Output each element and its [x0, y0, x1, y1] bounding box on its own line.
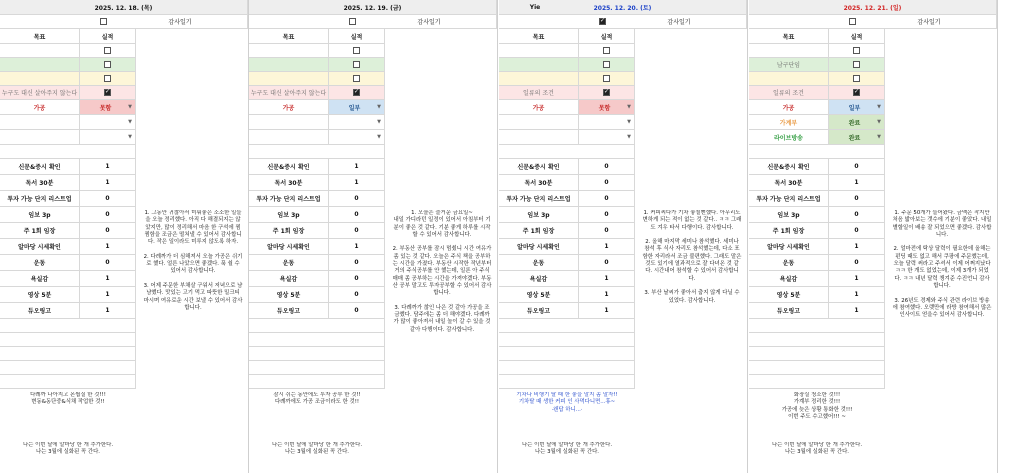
empty-row: [499, 375, 635, 389]
dropdown-select[interactable]: [829, 115, 885, 130]
date-text: 2025. 12. 20. (토): [593, 4, 652, 12]
habit-value[interactable]: 1: [329, 239, 385, 255]
habit-name: 주 1회 임장: [249, 223, 329, 239]
dropdown-value: 못함: [598, 104, 611, 112]
header-checkbox-cell[interactable]: [100, 18, 107, 27]
dropdown-value: 일부: [348, 104, 361, 112]
goal-checkbox[interactable]: [603, 89, 610, 96]
chevron-down-icon: ▼: [128, 134, 132, 140]
result-header: 실적: [329, 29, 385, 44]
header-checkbox[interactable]: [849, 18, 856, 25]
habit-name: 투자 가능 단지 리스트업: [0, 191, 80, 207]
habit-value[interactable]: 1: [80, 303, 136, 319]
habit-name: 듀오링고: [0, 303, 80, 319]
dropdown-select[interactable]: [829, 130, 885, 145]
goal-row-label: [0, 72, 80, 86]
goal-check-cell[interactable]: [579, 72, 635, 86]
habit-value[interactable]: 1: [80, 271, 136, 287]
goal-checkbox[interactable]: [353, 61, 360, 68]
habit-value[interactable]: 1: [80, 175, 136, 191]
habit-name: 독서 30분: [749, 175, 829, 191]
dropdown-select[interactable]: [579, 115, 635, 130]
result-header: 실적: [829, 29, 885, 44]
habit-name: 투자 가능 단지 리스트업: [749, 191, 829, 207]
goal-row-label: [499, 44, 579, 58]
chevron-down-icon: ▼: [377, 104, 381, 110]
dropdown-value: 완료: [848, 119, 861, 127]
habit-name: 임보 3p: [499, 207, 579, 223]
habit-name: 신문&증시 확인: [249, 159, 329, 175]
habit-value[interactable]: 0: [579, 159, 635, 175]
chevron-down-icon: ▼: [627, 119, 631, 125]
day-column: [749, 0, 998, 473]
diary-title: 감사일기: [417, 19, 441, 26]
goal-row-label: [0, 44, 80, 58]
goal-checkbox[interactable]: [603, 61, 610, 68]
chevron-down-icon: ▼: [128, 119, 132, 125]
habit-value[interactable]: 0: [80, 207, 136, 223]
goal-row-label: 일류의 조건: [499, 86, 579, 100]
habit-name: 투자 가능 단지 리스트업: [499, 191, 579, 207]
dropdown-label: [499, 115, 579, 130]
habit-name: 임보 3p: [749, 207, 829, 223]
affirmation-footer: 나는 이번 달에 알마당 한 개 추가한다. 나는 3월에 실화된 꼭 간다.: [771, 442, 863, 456]
goal-row-label: [0, 58, 80, 72]
empty-row: [249, 319, 385, 333]
day-column: [499, 0, 748, 473]
goal-row-label: [749, 44, 829, 58]
goal-row-label: [749, 72, 829, 86]
dropdown-label: 가계부: [749, 115, 829, 130]
habit-name: 운동: [249, 255, 329, 271]
goal-row-label: 누구도 대신 살아주지 않는다: [249, 86, 329, 100]
dropdown-select[interactable]: [579, 100, 635, 115]
habit-name: 주 1회 임장: [499, 223, 579, 239]
goal-check-cell[interactable]: [829, 72, 885, 86]
diary-title-row: [499, 15, 747, 29]
goal-check-cell[interactable]: [80, 72, 136, 86]
dropdown-label: 가공: [749, 100, 829, 115]
habit-value[interactable]: 0: [329, 271, 385, 287]
goal-checkbox[interactable]: [853, 47, 860, 54]
date-header: [749, 0, 997, 15]
chevron-down-icon: ▼: [377, 119, 381, 125]
chevron-down-icon: ▼: [627, 104, 631, 110]
habit-name: 영상 5분: [499, 287, 579, 303]
habit-name: 운동: [749, 255, 829, 271]
chevron-down-icon: ▼: [877, 119, 881, 125]
habit-value[interactable]: 1: [829, 239, 885, 255]
goal-checkbox[interactable]: [353, 89, 360, 96]
goal-checkbox[interactable]: [353, 47, 360, 54]
habit-value[interactable]: 0: [829, 159, 885, 175]
empty-row: [749, 319, 885, 333]
empty-row: [749, 375, 885, 389]
dropdown-select[interactable]: [80, 100, 136, 115]
habit-name: 임보 3p: [0, 207, 80, 223]
habit-name: 운동: [0, 255, 80, 271]
goal-checkbox[interactable]: [104, 89, 111, 96]
empty-row: [499, 347, 635, 361]
header-checkbox-cell[interactable]: [349, 18, 356, 27]
goal-check-cell[interactable]: [579, 58, 635, 72]
goal-check-cell[interactable]: [80, 58, 136, 72]
dropdown-select[interactable]: [579, 130, 635, 145]
habit-name: 주 1회 임장: [749, 223, 829, 239]
habit-value[interactable]: 0: [329, 191, 385, 207]
habit-value[interactable]: 0: [829, 207, 885, 223]
habit-name: 듀오링고: [499, 303, 579, 319]
goal-row-label: 누구도 대신 살아주지 않는다: [0, 86, 80, 100]
goal-check-cell[interactable]: [329, 86, 385, 100]
habit-name: 알마당 시세확인: [249, 239, 329, 255]
goal-check-cell[interactable]: [829, 44, 885, 58]
empty-row: [499, 145, 635, 159]
date-text: 2025. 12. 19. (금): [343, 4, 402, 12]
empty-row: [0, 347, 136, 361]
dropdown-label: 라이브방송: [749, 130, 829, 145]
goal-check-cell[interactable]: [80, 86, 136, 100]
habit-value[interactable]: 1: [829, 303, 885, 319]
goal-check-cell[interactable]: [329, 58, 385, 72]
empty-row: [249, 333, 385, 347]
goal-check-cell[interactable]: [579, 44, 635, 58]
goal-check-cell[interactable]: [579, 86, 635, 100]
habit-value[interactable]: 1: [829, 271, 885, 287]
empty-row: [249, 145, 385, 159]
empty-row: [749, 361, 885, 375]
habit-name: 독서 30분: [0, 175, 80, 191]
date-label-cell: [749, 0, 821, 15]
habit-value[interactable]: 0: [579, 191, 635, 207]
dropdown-select[interactable]: [329, 115, 385, 130]
goal-checkbox[interactable]: [853, 89, 860, 96]
empty-row: [749, 145, 885, 159]
achievement-memo: 화장실 청소한 것!!! 가계부 정리한 것!!! 가공에 늦은 상황 통화한 것!!! 이번 주도 수고했어!!! ~: [781, 392, 853, 420]
chevron-down-icon: ▼: [877, 134, 881, 140]
habit-value[interactable]: 0: [829, 223, 885, 239]
habit-name: 영상 5분: [749, 287, 829, 303]
diary-title: 감사일기: [667, 19, 691, 26]
date-text: 2025. 12. 21. (일): [843, 4, 902, 12]
habit-name: 신문&증시 확인: [749, 159, 829, 175]
habit-name: 투자 가능 단지 리스트업: [249, 191, 329, 207]
diary-memo: 1. 커피씨다가 기차 놓칠뻔했다. 아무리도 변하게 되는 적이 없는 것 같다.. ㅋㅋ 그래도 겨우 타서 다행이다. 감사합니다. 2. 올해 마지막 세미나 참석했다. 세미나 참석 후 식사 자리도 참석했는데, 다소 포함한 자리라서 조금 불편했다. 그래도 맡은 것도 있기에 열과적으로 잘 다녀온 것 같다. 시간내어 참석할 수 있어서 감사합니다. 3. 부산 날씨가 좋아서 춥지 않게 다닐 수 있었다. 감사합니다.: [642, 210, 742, 304]
goal-header: 목표: [499, 29, 579, 44]
habit-value[interactable]: 1: [579, 303, 635, 319]
date-header: [499, 0, 747, 15]
goal-checkbox[interactable]: [104, 75, 111, 82]
achievement-memo: 기차나 비행기 탈 때 한 놓을 말지 좀 말자!! 기차탈 때 생한 커피 인 사먹다니면...휴~ ·왠답 하니...·: [516, 392, 618, 413]
habit-name: 욕실감: [249, 271, 329, 287]
habit-value[interactable]: 1: [579, 287, 635, 303]
empty-row: [0, 375, 136, 389]
habit-value[interactable]: 0: [329, 207, 385, 223]
goal-check-cell[interactable]: [829, 58, 885, 72]
habit-name: 알마당 시세확인: [0, 239, 80, 255]
habit-name: 욕실감: [499, 271, 579, 287]
habit-name: 신문&증시 확인: [499, 159, 579, 175]
habit-name: 알마당 시세확인: [499, 239, 579, 255]
dropdown-label: [499, 130, 579, 145]
habit-value[interactable]: 0: [579, 255, 635, 271]
date-label-cell: Yie: [529, 4, 541, 11]
habit-value[interactable]: 0: [329, 223, 385, 239]
habit-value[interactable]: 1: [829, 175, 885, 191]
goal-row-label: [249, 44, 329, 58]
result-header: 실적: [579, 29, 635, 44]
chevron-down-icon: ▼: [128, 104, 132, 110]
habit-value[interactable]: 0: [329, 303, 385, 319]
diary-memo: 1. 주문 50개가 들어왔다. 금액은 작지만 처음 밟아보는 갯수에 기분이 좋았다. 내일 별할일이 배송 잘 되었으면 좋겠다. 감사합니다. 2. 얼마전에 탁상 달력이 필요한데 올해는 펀딩 때도 없고 해서 쿠팡에 주문했는데, 오늘 달력 써라고 주셔서 이제 어쩌지났다ㅋㅋ 한 개도 없었는데, 이제 3개가 되었다. ㅋㅋ 내년 달력 챙겨준 수진언니 감사합니다. 3. 26년도 경제와 주식 관련 라이브 방송에 참여했다. 오랫만에 라방 참여해서 많은 인사이트 얻을수 있어서 감사합니다.: [892, 210, 992, 319]
dropdown-select[interactable]: [80, 115, 136, 130]
goal-check-cell[interactable]: [329, 72, 385, 86]
dropdown-value: 완료: [848, 134, 861, 142]
goal-row-label: [499, 72, 579, 86]
chevron-down-icon: ▼: [377, 134, 381, 140]
habit-value[interactable]: 0: [829, 255, 885, 271]
habit-name: 영상 5분: [249, 287, 329, 303]
habit-value[interactable]: 0: [579, 175, 635, 191]
dropdown-select[interactable]: [329, 130, 385, 145]
habit-value[interactable]: 1: [579, 271, 635, 287]
dropdown-select[interactable]: [329, 100, 385, 115]
header-checkbox[interactable]: [349, 18, 356, 25]
goal-check-cell[interactable]: [329, 44, 385, 58]
goal-row-label: [499, 58, 579, 72]
habit-name: 임보 3p: [249, 207, 329, 223]
empty-row: [249, 347, 385, 361]
dropdown-value: 일부: [848, 104, 861, 112]
dropdown-label: 가공: [499, 100, 579, 115]
goal-row-label: [249, 58, 329, 72]
habit-value[interactable]: 0: [579, 223, 635, 239]
empty-row: [0, 145, 136, 159]
result-header: 실적: [80, 29, 136, 44]
empty-row: [249, 361, 385, 375]
diary-title-row: [249, 15, 497, 29]
dropdown-label: 가공: [249, 100, 329, 115]
date-label-cell: [0, 0, 72, 15]
empty-row: [0, 319, 136, 333]
header-checkbox[interactable]: [599, 18, 606, 25]
goal-row-label: 남구단임: [749, 58, 829, 72]
goal-header: 목표: [0, 29, 80, 44]
habit-value[interactable]: 0: [80, 255, 136, 271]
dropdown-label: 가공: [0, 100, 80, 115]
header-checkbox-cell[interactable]: [599, 18, 606, 27]
day-column: [249, 0, 498, 473]
habit-name: 듀오링고: [749, 303, 829, 319]
habit-value[interactable]: 1: [329, 175, 385, 191]
empty-row: [0, 333, 136, 347]
goal-row-label: [249, 72, 329, 86]
header-checkbox[interactable]: [100, 18, 107, 25]
habit-name: 알마당 시세확인: [749, 239, 829, 255]
goal-header: 목표: [749, 29, 829, 44]
empty-row: [0, 361, 136, 375]
dropdown-value: 못함: [99, 104, 112, 112]
achievement-memo: 잠시 쉬는 동안에도 투자 공부 한 것!! 다례까에도 가공 조금이라도 한 것!!: [273, 392, 361, 406]
habit-value[interactable]: 0: [579, 207, 635, 223]
dropdown-label: [249, 115, 329, 130]
chevron-down-icon: ▼: [627, 134, 631, 140]
dropdown-label: [249, 130, 329, 145]
header-checkbox-cell[interactable]: [849, 18, 856, 27]
habit-name: 운동: [499, 255, 579, 271]
diary-title: 감사일기: [168, 19, 192, 26]
habit-value[interactable]: 1: [329, 159, 385, 175]
empty-row: [499, 333, 635, 347]
date-label-cell: [249, 0, 321, 15]
habit-value[interactable]: 1: [829, 287, 885, 303]
achievement-memo: 다례까 나아지고 몬뭡질 한 것!!! 변동&동단중&식채 작업한 것!!: [30, 392, 106, 406]
habit-value[interactable]: 0: [80, 191, 136, 207]
habit-name: 신문&증시 확인: [0, 159, 80, 175]
habit-value[interactable]: 0: [329, 255, 385, 271]
habit-name: 욕실감: [749, 271, 829, 287]
diary-title-row: [0, 15, 248, 29]
affirmation-footer: 나는 이번 달에 알마당 한 개 추가한다. 나는 3월에 실화된 꼭 간다.: [22, 442, 114, 456]
goal-checkbox[interactable]: [603, 75, 610, 82]
day-column: [0, 0, 249, 473]
goal-header: 목표: [249, 29, 329, 44]
goal-checkbox[interactable]: [853, 75, 860, 82]
goal-row-label: 일류의 조건: [749, 86, 829, 100]
goal-checkbox[interactable]: [853, 61, 860, 68]
chevron-down-icon: ▼: [877, 104, 881, 110]
affirmation-footer: 나는 이번 달에 알마당 한 개 추가한다. 나는 3월에 실화된 꼭 간다.: [521, 442, 613, 456]
goal-checkbox[interactable]: [603, 47, 610, 54]
empty-row: [499, 319, 635, 333]
date-header: [249, 0, 497, 15]
empty-row: [499, 361, 635, 375]
dropdown-select[interactable]: [829, 100, 885, 115]
habit-value[interactable]: 0: [80, 223, 136, 239]
habit-value[interactable]: 1: [579, 239, 635, 255]
diary-memo: 1. 그동안 귀찮아서 미뤄놓은 소소한 일들을 오늘 정리했다. 아직 다 해결되지는 않았지만, 많이 정리해서 마음 한 구석에 찜찜함을 조금은 떨쳐낼 수 있어서 감사합니다. 작은 일이라도 미루지 않도록 하자. 2. 다례까가 더 심해져서 오늘 가공은 쉬기로 했다. 얼른 나았으면 좋겠다. 푹 쉴 수 있어서 감사합니다. 3. 어제 주문한 부채살 구워서 저녁으로 냠냠했다. 맛있는 고기 먹고 따뜻한 밀크티 마시며 여유로운 시간 보낼 수 있어서 감사합니다.: [143, 210, 243, 311]
habit-value[interactable]: 0: [329, 287, 385, 303]
dropdown-label: [0, 115, 80, 130]
goal-check-cell[interactable]: [829, 86, 885, 100]
dropdown-select[interactable]: [80, 130, 136, 145]
empty-row: [249, 375, 385, 389]
habit-value[interactable]: 1: [80, 159, 136, 175]
goal-check-cell[interactable]: [80, 44, 136, 58]
goal-checkbox[interactable]: [104, 61, 111, 68]
empty-row: [749, 347, 885, 361]
goal-checkbox[interactable]: [104, 47, 111, 54]
habit-name: 주 1회 임장: [0, 223, 80, 239]
diary-title: 감사일기: [917, 19, 941, 26]
diary-title-row: [749, 15, 997, 29]
date-header: [0, 0, 248, 15]
habit-name: 독서 30분: [499, 175, 579, 191]
habit-name: 욕실감: [0, 271, 80, 287]
habit-name: 영상 5분: [0, 287, 80, 303]
dropdown-label: [0, 130, 80, 145]
habit-name: 듀오링고: [249, 303, 329, 319]
affirmation-footer: 나는 이번 달에 알마당 한 개 추가한다. 나는 3월에 실화된 꼭 간다.: [271, 442, 363, 456]
habit-value[interactable]: 1: [80, 239, 136, 255]
habit-value[interactable]: 0: [829, 191, 885, 207]
empty-row: [749, 333, 885, 347]
diary-memo: 1. 오늘은 즐거운 금요일~ 내일 가디라던 일정이 있어서 아침부터 기분이 좋은 것 같다. 기분 좋게 하루를 시작할 수 있어서 감사합니다. 2. 부동산 공부를 잠시 멈췄니 시간 여유가 좀 있는 것 같다. 오늘은 주식 책을 공부하는 시간을 가졌다. 부동산 시작한 작년부터 거의 주식공부를 안 했는데, 일론 아 주식 매매 좀 공부하는 시간을 가져야겠다. 부동산 공부 말고도 투자공부할 수 있어서 감사합니다. 3. 다례까가 찮인 나은 것 같아 가공을 조금했다. 담주에는 좀 더 해야겠다. 다례까가 많이 좋아져서 내일 놀이 갈 수 있을 것 같아 다행이다. 감사합니다.: [392, 210, 492, 333]
goal-checkbox[interactable]: [353, 75, 360, 82]
date-text: 2025. 12. 18. (목): [94, 4, 153, 12]
habit-value[interactable]: 1: [80, 287, 136, 303]
habit-name: 독서 30분: [249, 175, 329, 191]
